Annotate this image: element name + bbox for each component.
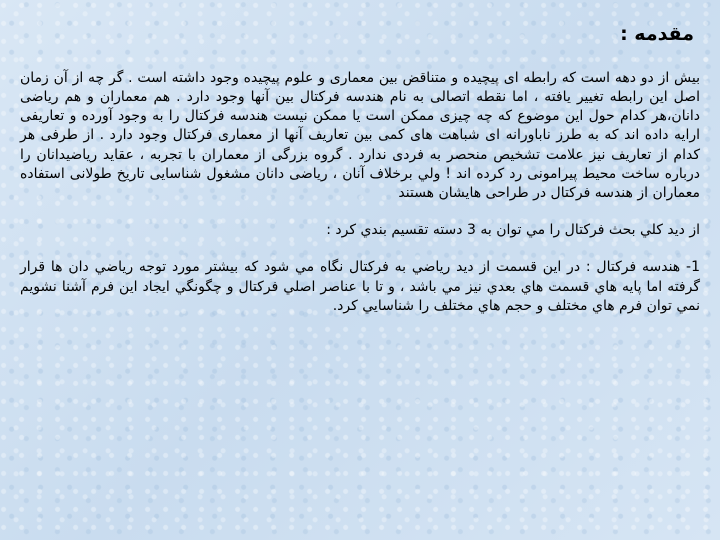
- slide-content: [20, 22, 700, 522]
- fractal-geometry-paragraph: 1- هندسه فركتال : در اين قسمت از ديد رياضي به فركتال نگاه مي شود كه بيشتر مورد توجه رياضي دان ها قرار گرفته اما پايه هاي قسمت هاي بعدي نيز مي باشد ، و تا با عناصر اصلي فركتال و چگونگي ايجاد اين فرم آشنا نشويم نمي توان فرم هاي مختلف و حجم هاي مختلف را شناسايي كرد.: [20, 259, 700, 314]
- category-intro-paragraph: از ديد كلي بحث فركتال را مي توان به 3 دسته تقسيم بندي كرد :: [326, 222, 700, 239]
- intro-paragraph: بیش از دو دهه است که رابطه ای پیچیده و متناقض بین معماری و علوم پیچیده وجود داشته است . گر چه از آن زمان اصل این رابطه تغییر یافته ، اما نقطه اتصالی به نام هندسه فرکتال بین آنها وجود دارد . هم معماران و هم ریاضی دانان،هر کدام حول این موضوع که چه چیزی ممکن است یا ممکن نیست هندسه فرکتال را به وجود آورده و تعاریفی ارایه داده اند که به طرز ناباورانه ای شباهت های کمی بین تعاریف آنها از معماری فرکتال وجود دارد . از طرفی هر کدام از تعاریف نیز علامت تشخیص منحصر به فردی ندارد . گروه بزرگی از معماران با تجربه ، عقاید ریاضیدانان را درباره ساخت محیط پیرامونی رد کرده اند ! ولي برخلاف آنان ، رياضی دانان مشغول شناسایی تاریخ طولانی استفاده معماران از هندسه فرکتال در طراحی هایشان هستند: [20, 69, 700, 201]
- slide-title: مقدمه :: [620, 23, 694, 45]
